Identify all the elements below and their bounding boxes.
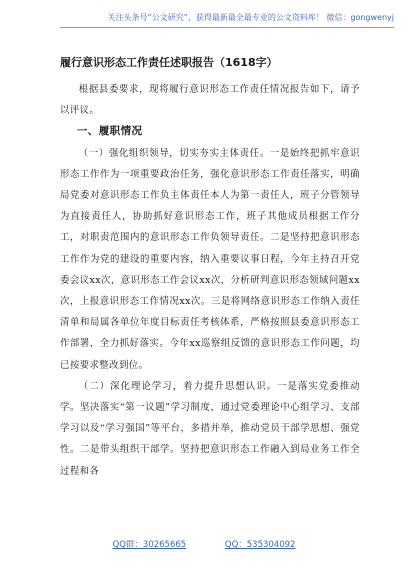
footer-qq: QQ：535304092	[224, 540, 296, 550]
footer-contact	[0, 538, 408, 550]
paragraph-1: （一）强化组织领导，切实夯实主体责任。一是始终把抓牢意识形态工作作为一项重要政治任务，强化意识形态工作责任落实，明确局党委对意识形态工作负主体责任本人为第一责任人，班子分管领导为直接责任人，协助抓好意识形态工作，班子其他成员根据工作分工，对职责范围内的意识形态工作负领导责任。二是坚持把意识形态工作作为党的建设的重要内容，纳入重要议事日程，今年主持召开党委会议xx次，意识形态工作会议xx次，分析研判意识形态领域问题xx次，上报意识形态工作情况xx次。三是将网络意识形态工作纳入责任清单和局属各单位年度目标责任考核体系，严格按照县委意识形态工作部署，全力抓好落实。今年xx巡察组反馈的意识形态工作问题，均已按要求整改到位。	[60, 147, 360, 371]
header-promo-note: 关注头条号“公文研究”，获得最新最全最专业的公文资料库！ 微信：gongwenyj	[107, 13, 394, 22]
section-heading: 一、履职情况	[76, 125, 143, 138]
document-body	[60, 79, 360, 482]
document-title: 履行意识形态工作责任述职报告（1618字）	[60, 56, 278, 69]
intro-paragraph: 根据县委要求，现将履行意识形态工作责任情况报告如下，请予以评议。	[60, 84, 360, 117]
header-divider	[60, 27, 394, 28]
footer-qq-group: QQ群：30265665	[112, 540, 187, 550]
paragraph-2: （二）深化理论学习，着力提升思想认识。一是落实党委推动学。坚决落实“第一议题”学习制度，通过党委理论中心组学习、支部学习以及“学习强国”等平台，多措并举，推动党员干部学思想、强党性。二是带头组织干部学。坚持把意识形态工作融入到局业务工作全过程和各	[60, 380, 360, 477]
